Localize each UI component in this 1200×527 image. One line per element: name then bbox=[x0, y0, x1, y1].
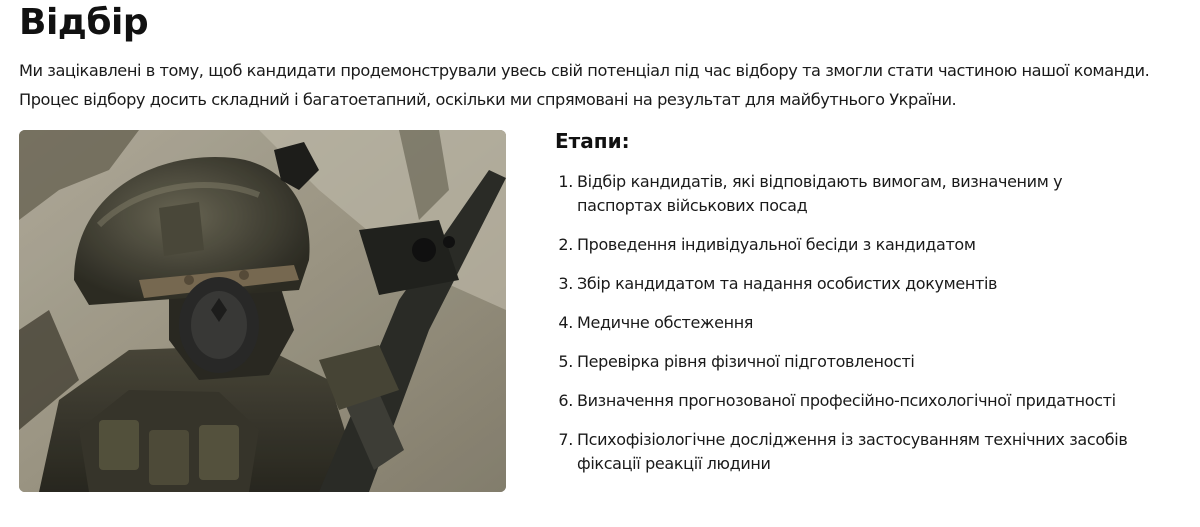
stage-text: Медичне обстеження bbox=[577, 313, 754, 332]
page-title: Відбір bbox=[19, 2, 149, 43]
stage-number: 7. bbox=[558, 430, 573, 449]
stage-text: Визначення прогнозованої професійно-психологічної придатності bbox=[577, 391, 1116, 410]
stage-item bbox=[555, 272, 1185, 296]
stage-text: Психофізіологічне дослідження із застосуванням технічних засобів фіксації реакції людини bbox=[577, 430, 1128, 473]
stage-text: Проведення індивідуальної бесіди з кандидатом bbox=[577, 235, 976, 254]
stages-title: Етапи: bbox=[555, 129, 630, 153]
stage-item bbox=[555, 389, 1185, 413]
stage-text: Перевірка рівня фізичної підготовленості bbox=[577, 352, 915, 371]
stage-item bbox=[555, 170, 1185, 218]
intro-line-1: Ми зацікавлені в тому, щоб кандидати продемонстрували увесь свій потенціал під час відбору та змогли стати частиною нашої команди. bbox=[19, 61, 1150, 80]
stage-item bbox=[555, 428, 1185, 476]
intro-text bbox=[19, 56, 1189, 114]
stage-text: Збір кандидатом та надання особистих документів bbox=[577, 274, 998, 293]
stage-item bbox=[555, 311, 1185, 335]
stage-text: Відбір кандидатів, які відповідають вимогам, визначеним у паспортах військових посад bbox=[577, 172, 1063, 215]
stage-number: 6. bbox=[558, 391, 573, 410]
stage-number: 4. bbox=[558, 313, 573, 332]
stages-section bbox=[555, 124, 1185, 491]
stage-item bbox=[555, 233, 1185, 257]
stages-list bbox=[555, 170, 1185, 476]
stage-number: 3. bbox=[558, 274, 573, 293]
stage-number: 5. bbox=[558, 352, 573, 371]
soldier-photo bbox=[19, 130, 506, 492]
intro-line-2: Процес відбору досить складний і багатоетапний, оскільки ми спрямовані на результат для майбутнього України. bbox=[19, 90, 957, 109]
stage-number: 2. bbox=[558, 235, 573, 254]
soldier-illustration bbox=[19, 130, 506, 492]
stage-number: 1. bbox=[558, 172, 573, 191]
stage-item bbox=[555, 350, 1185, 374]
